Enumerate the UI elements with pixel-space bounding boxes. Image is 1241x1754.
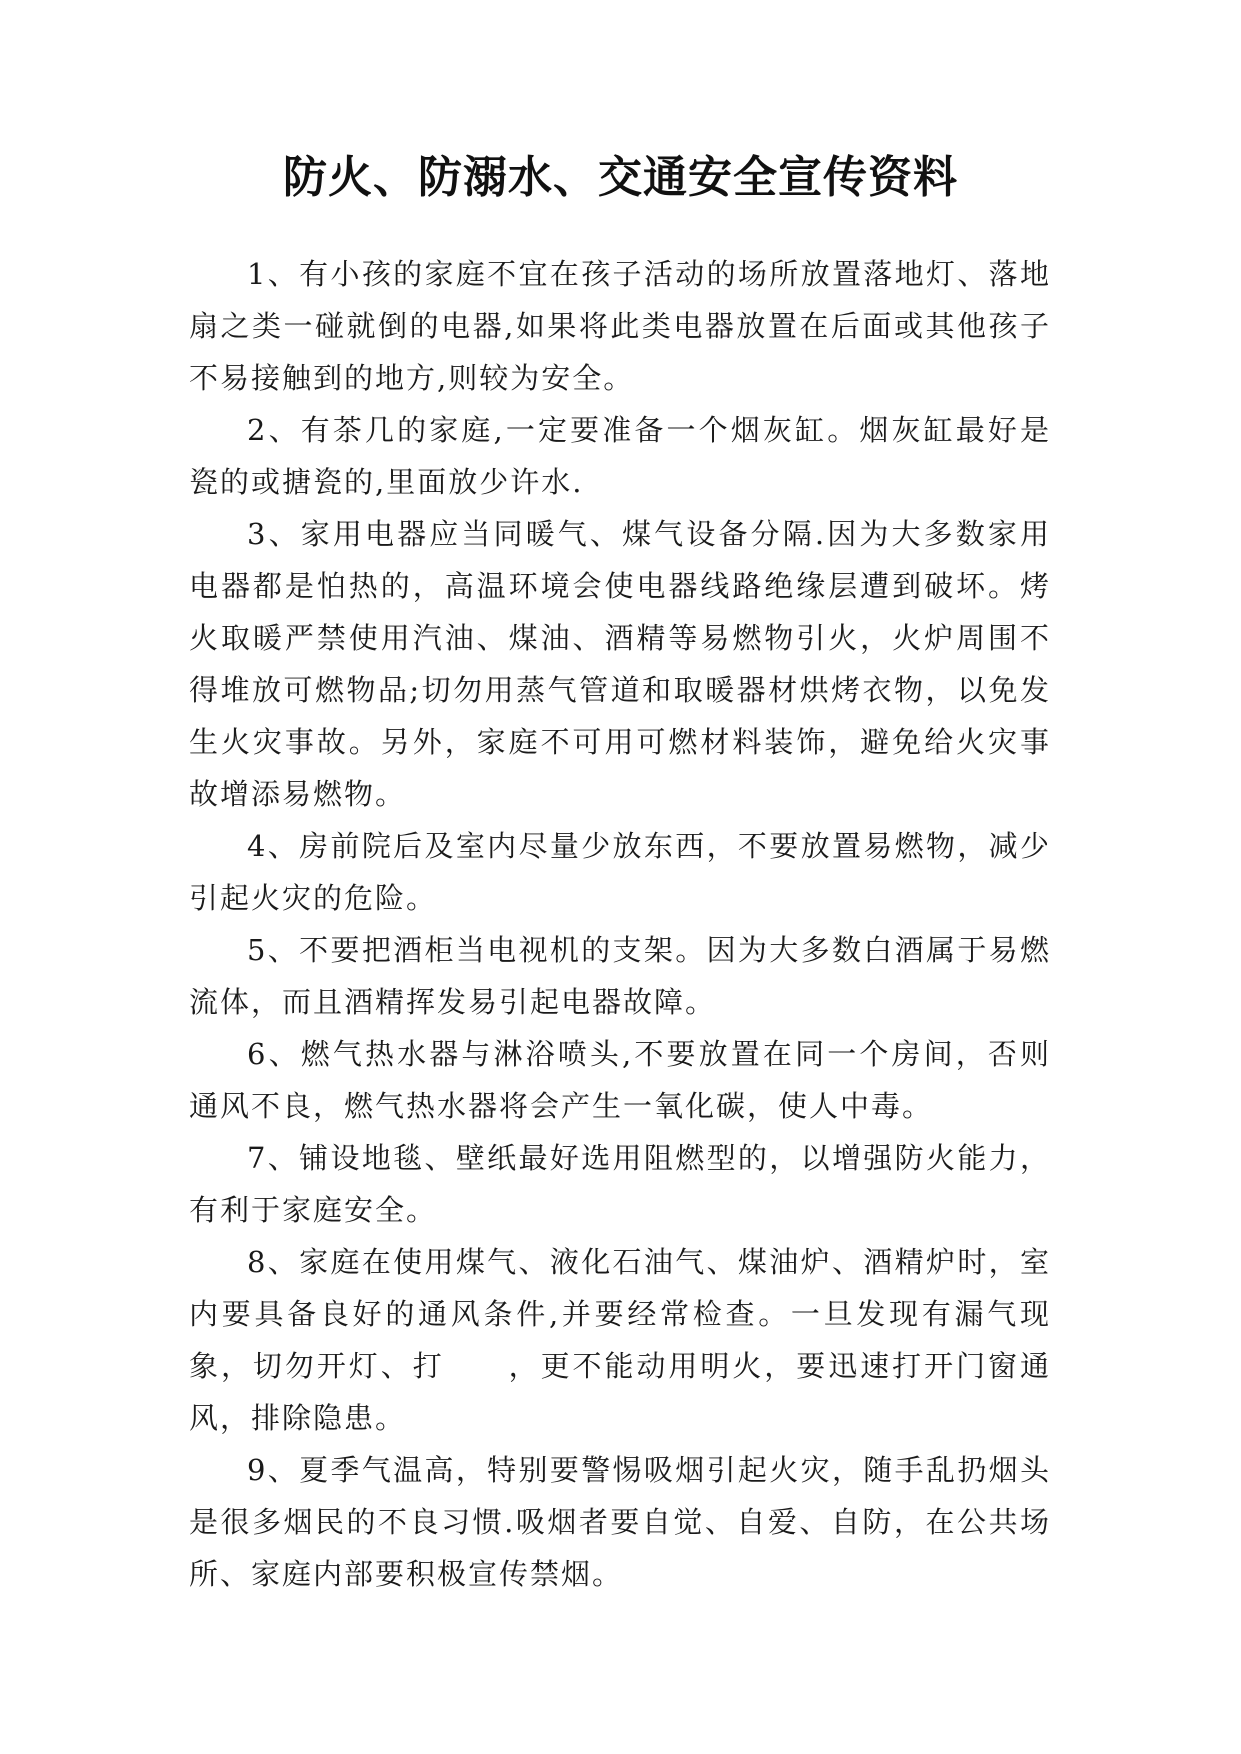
paragraph-9: 9、夏季气温高，特别要警惕吸烟引起火灾，随手乱扔烟头是很多烟民的不良习惯.吸烟者要自觉、自爱、自防，在公共场所、家庭内部要积极宣传禁烟。 <box>189 1453 1051 1591</box>
paragraph-4: 4、房前院后及室内尽量少放东西，不要放置易燃物，减少引起火灾的危险。 <box>189 829 1051 915</box>
document-title: 防火、防溺水、交通安全宣传资料 <box>283 152 958 203</box>
paragraph-1: 1、有小孩的家庭不宜在孩子活动的场所放置落地灯、落地扇之类一碰就倒的电器,如果将此类电器放置在后面或其他孩子不易接触到的地方,则较为安全。 <box>189 257 1051 395</box>
paragraph-5: 5、不要把酒柜当电视机的支架。因为大多数白酒属于易燃流体，而且酒精挥发易引起电器故障。 <box>189 933 1051 1019</box>
document-body <box>189 248 1051 1600</box>
paragraph-2: 2、有茶几的家庭,一定要准备一个烟灰缸。烟灰缸最好是瓷的或搪瓷的,里面放少许水. <box>189 413 1051 499</box>
paragraph-6: 6、燃气热水器与淋浴喷头,不要放置在同一个房间，否则通风不良，燃气热水器将会产生一氧化碳，使人中毒。 <box>189 1037 1051 1123</box>
paragraph-3: 3、家用电器应当同暖气、煤气设备分隔.因为大多数家用电器都是怕热的，高温环境会使电器线路绝缘层遭到破坏。烤火取暖严禁使用汽油、煤油、酒精等易燃物引火，火炉周围不得堆放可燃物品;切勿用蒸气管道和取暖器材烘烤衣物，以免发生火灾事故。另外，家庭不可用可燃材料装饰，避免给火灾事故增添易燃物。 <box>189 517 1051 811</box>
paragraph-7: 7、铺设地毯、壁纸最好选用阻燃型的，以增强防火能力，有利于家庭安全。 <box>189 1141 1051 1227</box>
paragraph-8: 8、家庭在使用煤气、液化石油气、煤油炉、酒精炉时，室内要具备良好的通风条件,并要经常检查。一旦发现有漏气现象，切勿开灯、打 ，更不能动用明火，要迅速打开门窗通风，排除隐患。 <box>189 1245 1051 1435</box>
